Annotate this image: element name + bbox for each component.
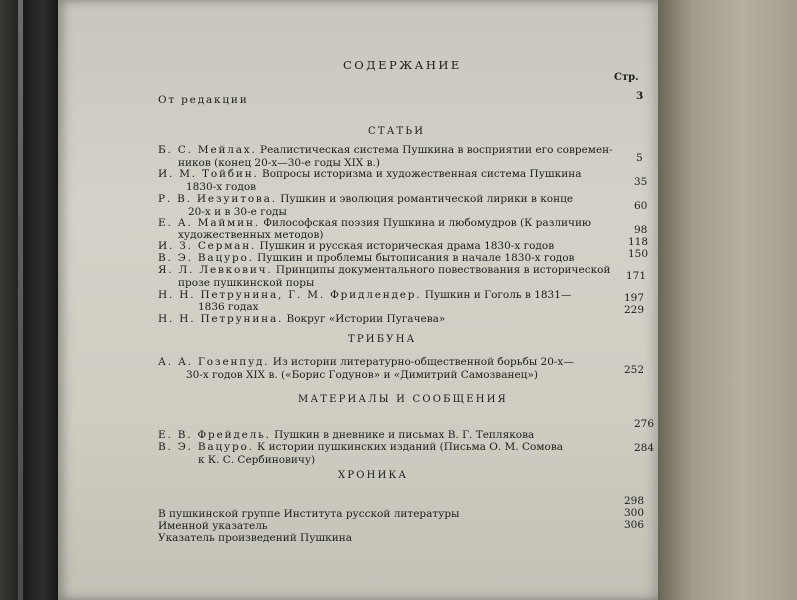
toc-author: И. З. Серман.	[158, 240, 257, 252]
toc-entry	[158, 252, 574, 264]
toc-author: Е. В. Фрейдель.	[158, 429, 271, 441]
book-left-edge	[0, 0, 62, 600]
toc-entry	[158, 356, 574, 368]
book-page	[58, 0, 658, 600]
toc-title-cont: художественных методов)	[178, 229, 324, 241]
toc-author: В. Э. Вацуро.	[158, 441, 254, 453]
toc-page-number: 150	[628, 248, 649, 260]
toc-page-number: 35	[634, 176, 648, 188]
toc-author: Е. А. Маймин.	[158, 217, 260, 229]
toc-from-editors: От редакции	[158, 94, 249, 106]
toc-entry: Именной указатель	[158, 520, 268, 532]
toc-title-line: Философская поэзия Пушкина и любомудров (К различию	[263, 217, 592, 229]
toc-entry	[158, 168, 581, 180]
toc-page-number: 276	[634, 418, 655, 430]
toc-page-number: 98	[634, 224, 648, 236]
toc-title-line: Из истории литературно-общественной борьбы 20-х—	[272, 356, 574, 368]
toc-page-number: 60	[634, 200, 648, 212]
toc-author: Б. С. Мейлах.	[158, 144, 257, 156]
toc-entry	[158, 441, 563, 453]
toc-title-cont: прозе пушкинской поры	[178, 277, 315, 289]
toc-author: В. Э. Вацуро.	[158, 252, 254, 264]
toc-page-number: 229	[624, 304, 645, 316]
toc-title-line: Пушкин в дневнике и письмах В. Г. Теплякова	[274, 429, 535, 441]
toc-page-number: 284	[634, 442, 655, 454]
toc-title-line: К истории пушкинских изданий (Письма О. М. Сомова	[257, 441, 563, 453]
toc-entry	[158, 264, 610, 276]
toc-entry	[158, 240, 554, 252]
toc-title-line: Пушкин и Гоголь в 1831—	[424, 289, 572, 301]
toc-entry: В пушкинской группе Института русской литературы	[158, 508, 460, 520]
toc-title-line: Пушкин и русская историческая драма 1830-х годов	[259, 240, 555, 252]
toc-title-cont: ников (конец 20-х—30-е годы XIX в.)	[178, 157, 380, 169]
toc-author: Р. В. Иезуитова.	[158, 193, 277, 205]
toc-entry	[158, 289, 571, 301]
toc-author: А. А. Гозенпуд.	[158, 356, 270, 368]
toc-page-number: 171	[626, 270, 647, 282]
toc-title-line: Реалистическая система Пушкина в восприятии его современ-	[260, 144, 613, 156]
toc-entry	[158, 217, 591, 229]
page-title: СОДЕРЖАНИЕ	[343, 58, 462, 72]
toc-page-number: 118	[628, 236, 649, 248]
toc-page-number: 252	[624, 364, 645, 376]
toc-entry: Указатель произведений Пушкина	[158, 532, 352, 544]
toc-title-cont: к К. С. Сербиновичу)	[198, 454, 316, 466]
page-column-label: Стр.	[614, 72, 639, 83]
book-cover-edge	[658, 0, 797, 600]
toc-entry	[158, 144, 613, 156]
toc-title-cont: 30-х годов XIX в. («Борис Годунов» и «Димитрий Самозванец»)	[186, 369, 538, 381]
toc-title-line: Вопросы историзма и художественная система Пушкина	[261, 168, 582, 180]
toc-title-cont: 1830-х годов	[186, 181, 257, 193]
toc-page-number: 197	[624, 292, 645, 304]
toc-author: Н. Н. Петрунина.	[158, 313, 284, 325]
toc-page-number: 3	[636, 90, 644, 102]
toc-entry	[158, 313, 445, 325]
toc-title-cont: 1836 годах	[198, 301, 259, 313]
toc-author: Н. Н. Петрунина, Г. М. Фридлендер.	[158, 289, 422, 301]
toc-title-line: Вокруг «Истории Пугачева»	[286, 313, 446, 325]
section-heading-materials: МАТЕРИАЛЫ И СООБЩЕНИЯ	[298, 394, 508, 405]
toc-entry	[158, 429, 534, 441]
toc-page-number: 298	[624, 495, 645, 507]
toc-page-number: 306	[624, 519, 645, 531]
section-heading-articles: СТАТЬИ	[368, 126, 426, 137]
section-heading-tribune: ТРИБУНА	[348, 334, 417, 345]
toc-title-cont: 20-х и в 30-е годы	[188, 206, 287, 218]
toc-title-line: Пушкин и проблемы бытописания в начале 1830-х годов	[257, 252, 575, 264]
toc-page-number: 300	[624, 507, 645, 519]
toc-author: Я. Л. Левкович.	[158, 264, 273, 276]
section-heading-chronicle: ХРОНИКА	[338, 470, 409, 481]
toc-entry	[158, 193, 573, 205]
toc-title-line: Пушкин и эволюция романтической лирики в конце	[280, 193, 574, 205]
toc-author: И. М. Тойбин.	[158, 168, 259, 180]
toc-page-number: 5	[636, 152, 643, 164]
toc-title-line: Принципы документального повествования в исторической	[275, 264, 611, 276]
